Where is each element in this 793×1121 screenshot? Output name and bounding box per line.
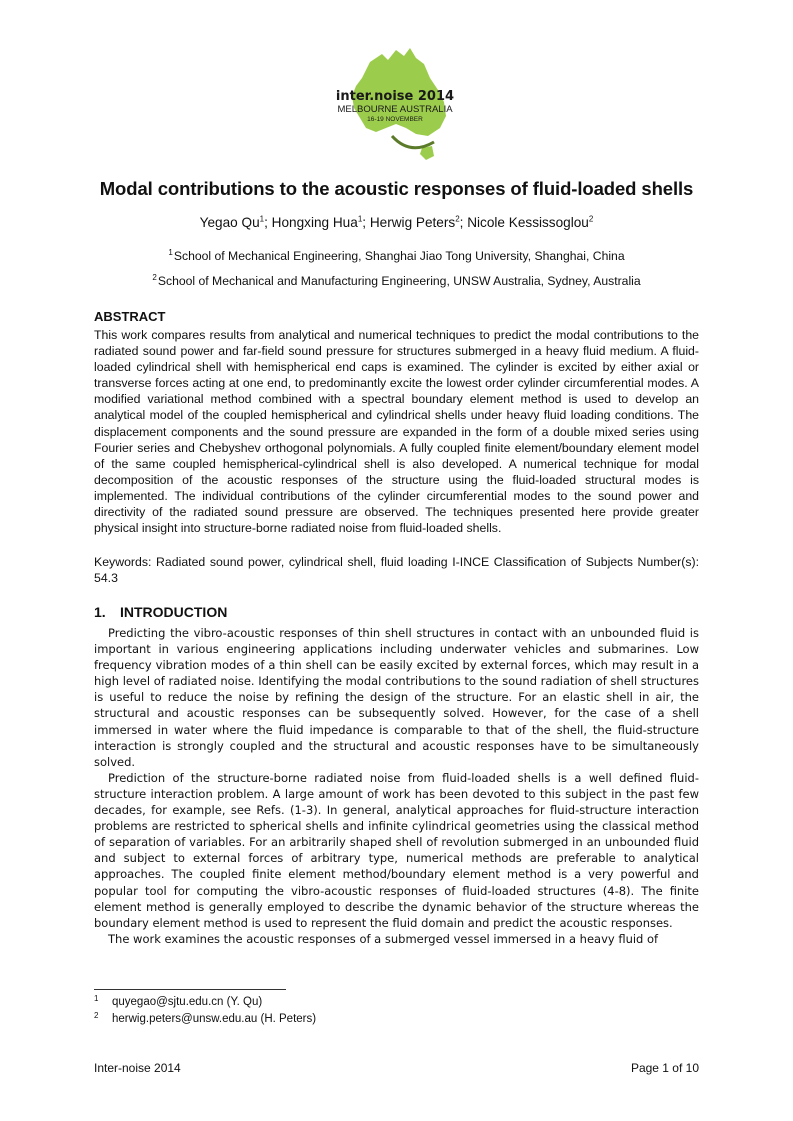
affiliation bbox=[0, 274, 793, 288]
section-heading bbox=[94, 604, 227, 620]
author-separator: ; bbox=[459, 215, 468, 230]
logo-line1: inter.noise 2014 bbox=[335, 89, 455, 104]
paper-title: Modal contributions to the acoustic responses of fluid-loaded shells bbox=[99, 178, 694, 199]
author-affiliation-mark: 2 bbox=[455, 214, 460, 224]
author-affiliation-mark: 1 bbox=[357, 214, 363, 224]
footnote-number: 1 bbox=[94, 994, 99, 1003]
footer-page-number: Page 1 of 10 bbox=[630, 1061, 699, 1075]
footnote-text: quyegao@sjtu.edu.cn (Y. Qu) bbox=[112, 996, 263, 1008]
affiliation-number: 2 bbox=[152, 272, 157, 282]
footnote bbox=[94, 1011, 316, 1025]
logo-line2: MELBOURNE AUSTRALIA bbox=[337, 104, 453, 115]
footnote-rule bbox=[94, 989, 286, 990]
abstract-heading: ABSTRACT bbox=[94, 309, 166, 324]
paragraph: Prediction of the structure-borne radiated noise from fluid-loaded shells is a well defined fluid-structure interaction problem. A large amount of work has been devoted to this subject in the past few decades, for example, see Refs. (1-3). In general, analytical approaches for fluid-structure interaction problems are restricted to spherical shells and infinite cylindrical geometries using the classical method of separation of variables. For an arbitrarily shaped shell of revolution submerged in an unbounded fluid and subject to external forces of arbitrary type, numerical methods are preferable to analytical approaches. The coupled finite element method/boundary element method is a very powerful and popular tool for computing the vibro-acoustic responses of fluid-loaded structures (4-8). The finite element method is generally employed to describe the dynamic behavior of the structure whereas the boundary element method is used to represent the fluid domain and predict the acoustic responses. bbox=[94, 770, 699, 930]
footnote bbox=[94, 994, 262, 1008]
author-separator: ; bbox=[362, 215, 370, 230]
abstract-text: This work compares results from analytical and numerical techniques to predict the modal contributions to the radiated sound power and far-field sound pressure for structures submerged in a heavy fluid medium. A fluid-loaded cylindrical shell with hemispherical end caps is examined. The cylinder is excited by either axial or transverse forces acting at one end, to predominantly excite the lowest order cylinder circumferential modes. A modified variational method combined with a spectral boundary element method is used to develop an analytical model of the coupled hemispherical and cylindrical shells under heavy fluid loading conditions. The displacement components and the sound pressure are expanded in the form of a double mixed series using Fourier series and Chebyshev orthogonal polynomials. A fully coupled finite element/boundary element model of the same coupled hemispherical-cylindrical shell is also developed. A numerical technique for modal decomposition of the acoustic responses of the structure using the fluid-loaded structural modes is implemented. The individual contributions of the cylinder circumferential modes to the sound power and directivity of the radiated sound pressure are observed. The techniques presented here provide greater physical insight into structure-borne radiated noise from fluid-loaded shells. bbox=[94, 328, 699, 536]
author-affiliation-mark: 1 bbox=[259, 214, 265, 224]
section-number: 1. bbox=[94, 604, 106, 620]
author-name: Herwig Peters bbox=[369, 215, 456, 230]
footer-conference: Inter-noise 2014 bbox=[94, 1061, 181, 1075]
author-name: Nicole Kessissoglou bbox=[467, 215, 589, 230]
affiliation-number: 1 bbox=[168, 247, 173, 257]
paragraph: The work examines the acoustic responses of a submerged vessel immersed in a heavy fluid of bbox=[108, 931, 659, 946]
author-affiliation-mark: 2 bbox=[588, 214, 594, 224]
footnote-number: 2 bbox=[94, 1011, 99, 1020]
author-separator: ; bbox=[264, 215, 272, 230]
introduction-body bbox=[94, 625, 699, 947]
author-name: Hongxing Hua bbox=[271, 215, 358, 230]
section-title: INTRODUCTION bbox=[120, 604, 228, 620]
affiliation-text: School of Mechanical Engineering, Shanghai Jiao Tong University, Shanghai, China bbox=[173, 249, 625, 263]
paragraph: Predicting the vibro-acoustic responses of thin shell structures in contact with an unbounded fluid is important in various engineering applications including underwater vehicles and submarines. Low frequency vibration modes of a thin shell can be easily excited by external forces, which may result in a high level of radiated noise. Identifying the modal contributions to the sound radiation of shell structures is useful to reduce the noise by refining the design of the structure. For an elastic shell in air, the structural and acoustic responses can be subsequently solved. However, for the case of a shell immersed in water where the fluid impedance is comparable to that of the shell, the fluid-structure interaction is strongly coupled and the structural and acoustic responses have to be simultaneously solved. bbox=[94, 626, 699, 769]
australia-map-icon bbox=[330, 44, 460, 166]
boomerang-shape bbox=[392, 136, 434, 148]
author-list bbox=[0, 215, 793, 230]
keywords: Keywords: Radiated sound power, cylindrical shell, fluid loading I-INCE Classification of Subjects Number(s): 54.3 bbox=[94, 555, 699, 586]
affiliation-text: School of Mechanical and Manufacturing Engineering, UNSW Australia, Sydney, Australia bbox=[157, 274, 641, 288]
footnote-text: herwig.peters@unsw.edu.au (H. Peters) bbox=[112, 1013, 317, 1025]
conference-logo bbox=[330, 44, 460, 166]
logo-line3: 16-19 NOVEMBER bbox=[367, 116, 423, 123]
affiliation bbox=[0, 249, 793, 263]
author-name: Yegao Qu bbox=[199, 215, 260, 230]
